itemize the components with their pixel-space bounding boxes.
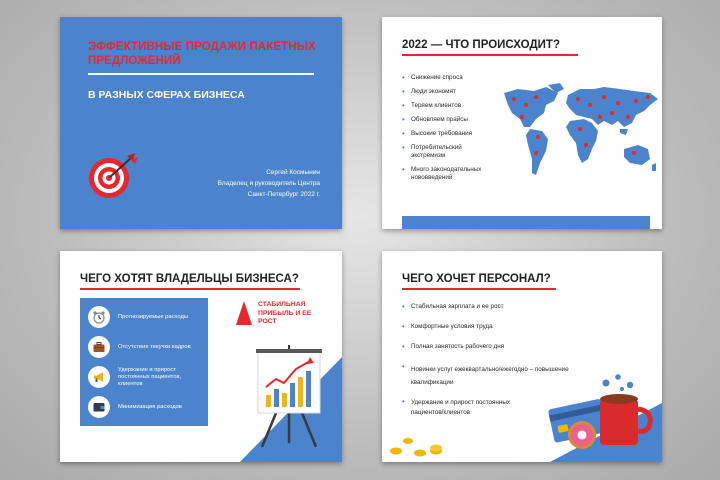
slide-4-heading: ЧЕГО ХОЧЕТ ПЕРСОНАЛ? xyxy=(402,273,551,285)
goal-item xyxy=(88,306,206,328)
megaphone-icon xyxy=(88,366,110,388)
goal-label: Удержание и прирост постоянных пациентов, клиентов xyxy=(118,366,182,387)
goal-label: Прогнозируемые расходы xyxy=(118,313,189,320)
slide-3-underline xyxy=(80,288,300,290)
target-dart-icon xyxy=(87,151,141,201)
world-map-icon xyxy=(500,83,660,187)
list-item: • Обновляем прайсы xyxy=(402,116,502,124)
slide-4-underline xyxy=(402,288,556,290)
slide-2-underline xyxy=(402,54,578,56)
slide-2-footer-bar xyxy=(402,216,650,229)
list-item: • Полная занятость рабочего дня xyxy=(402,343,572,351)
easel-chart-icon xyxy=(252,343,326,447)
slide-2-list xyxy=(402,74,502,182)
list-item: • Много законодательных нововведений xyxy=(402,166,497,182)
list-item: • Стабильная зарплата и ее рост xyxy=(402,303,572,311)
slide-3-heading: ЧЕГО ХОТЯТ ВЛАДЕЛЬЦЫ БИЗНЕСА? xyxy=(80,273,299,285)
slide-1-heading: ЭФФЕКТИВНЫЕ ПРОДАЖИ ПАКЕТНЫХ ПРЕДЛОЖЕНИЙ xyxy=(88,41,316,67)
slide-3-goals-panel xyxy=(80,298,208,426)
goal-item xyxy=(88,336,206,358)
slide-1-subtitle: В РАЗНЫХ СФЕРАХ БИЗНЕСА xyxy=(88,89,245,101)
list-item: • Комфортные условия труда xyxy=(402,323,572,331)
list-item: • Люди экономят xyxy=(402,88,502,96)
slide-1-title[interactable] xyxy=(60,17,342,229)
briefcase-icon xyxy=(88,336,110,358)
alarm-clock-icon xyxy=(88,306,110,328)
slide-4-staff[interactable] xyxy=(382,251,662,462)
coffee-card-donut-icon xyxy=(540,367,662,462)
list-item: • Снижение спроса xyxy=(402,74,502,82)
goal-label: Отсутствие текучки кадров xyxy=(118,343,191,350)
author-name: Сергей Космынин xyxy=(266,169,320,176)
wallet-icon xyxy=(88,396,110,418)
slide-1-divider xyxy=(88,73,314,75)
list-item: • Удержание и прирост постоянных пациентов/клиентов xyxy=(402,398,531,418)
profit-callout: СТАБИЛЬНАЯ ПРИБЫЛЬ И ЕЕ РОСТ xyxy=(258,301,312,325)
list-item: • Новинки услуг ежеквартально/ежегодно – повышение квалификации xyxy=(402,363,572,389)
slide-2-heading: 2022 — ЧТО ПРОИСХОДИТ? xyxy=(402,39,560,51)
goal-item xyxy=(88,366,206,388)
slide-3-owners[interactable] xyxy=(60,251,342,462)
author-role: Владелец и руководитель Центра xyxy=(217,180,320,187)
author-place-date: Санкт-Петербург 2022 г. xyxy=(247,191,320,198)
growth-triangle-icon xyxy=(236,301,252,325)
list-item: • Теряем клиентов xyxy=(402,102,502,110)
coins-icon xyxy=(388,431,448,461)
goal-label: Минимизация расходов xyxy=(118,403,182,410)
list-item: • Потребительский экстремизм xyxy=(402,144,475,160)
slide-2-situation[interactable] xyxy=(382,17,662,229)
slide-1-author-block xyxy=(218,167,320,200)
goal-item xyxy=(88,396,206,418)
list-item: • Высокие требования xyxy=(402,130,502,138)
